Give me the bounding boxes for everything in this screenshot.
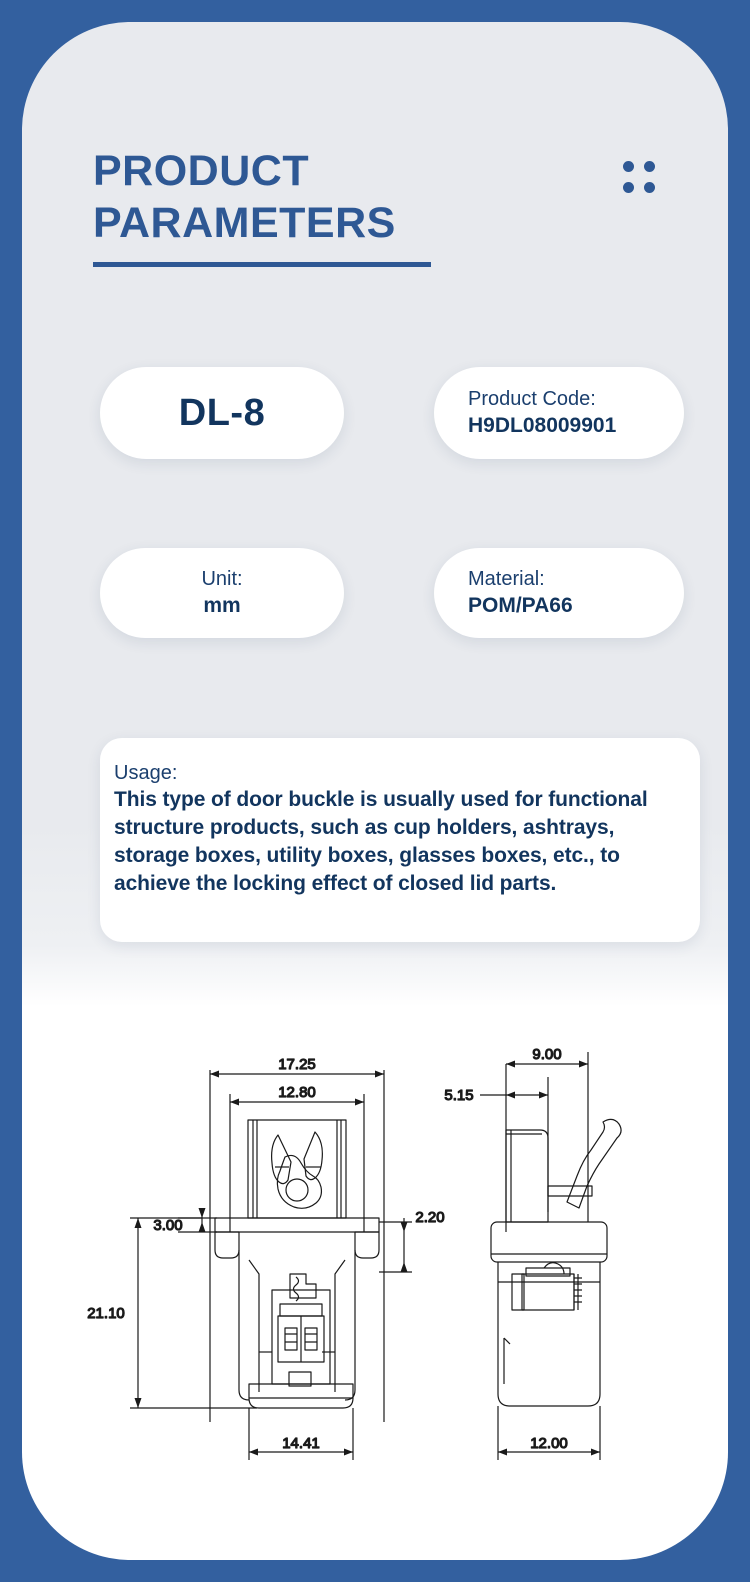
spec-card-material [434,548,684,638]
spec-card-product-code [434,367,684,459]
dim-width-bottom: 14.41 [282,1435,320,1452]
front-view [130,1070,412,1460]
technical-drawing [82,1022,712,1492]
spec-card-model [100,367,344,459]
dot-3 [623,182,634,193]
page-title-line1: PRODUCT [93,147,310,195]
content-card [22,22,728,1560]
material-label: Material: [468,568,545,590]
page-title [93,145,513,249]
material-value: POM/PA66 [468,594,573,617]
four-dots-icon [623,161,655,193]
model-value: DL-8 [178,391,266,434]
page-title-line2: PARAMETERS [93,199,396,247]
product-code-label: Product Code: [468,388,596,410]
spec-card-unit [100,548,344,638]
title-underline [93,262,431,267]
side-view [480,1052,621,1460]
unit-value: mm [203,594,241,617]
dim-side-offset: 5.15 [444,1087,474,1104]
dim-side-width-bottom: 12.00 [530,1435,568,1452]
unit-label: Unit: [201,568,243,590]
dot-1 [623,161,634,172]
dot-4 [644,182,655,193]
dim-width-inner: 12.80 [278,1084,316,1101]
usage-card [100,738,700,942]
dim-flange-height: 3.00 [153,1217,183,1234]
dim-width-overall: 17.25 [278,1056,316,1073]
dim-height-overall: 21.10 [87,1305,125,1322]
dim-side-width-top: 9.00 [532,1046,562,1063]
dot-2 [644,161,655,172]
product-code-value: H9DL08009901 [468,414,617,437]
usage-label: Usage: [114,762,178,784]
dim-flange-thickness: 2.20 [415,1209,445,1226]
usage-text: This type of door buckle is usually used for functional structure products, such as cup holders, ashtrays, storage boxes, utility boxes, glasses boxes, etc., to achieve the locking effect of closed lid parts. [114,788,648,895]
